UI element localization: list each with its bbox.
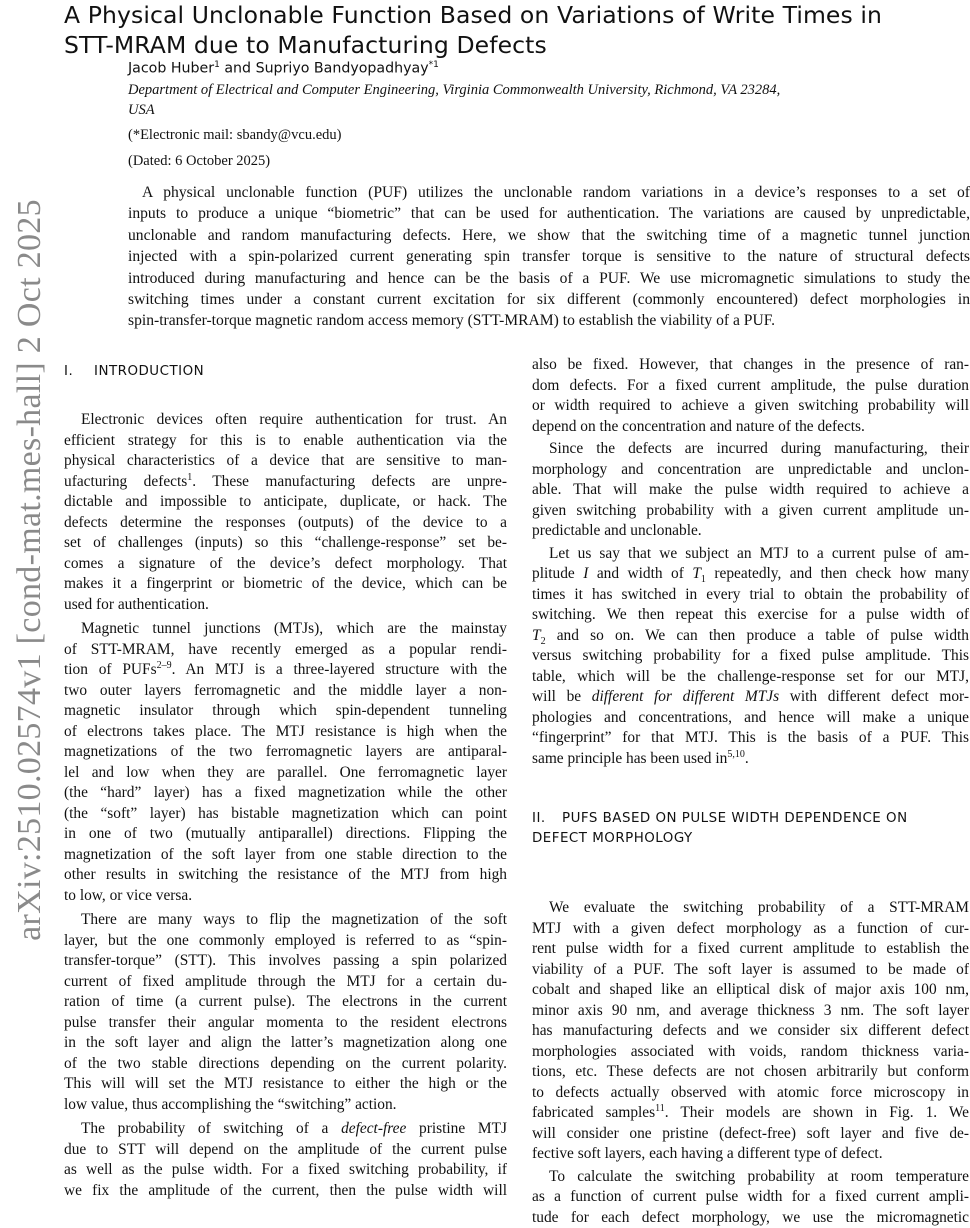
- text-line: we fix the amplitude of the current, then the pulse width will: [64, 1181, 507, 1202]
- text-line: has manufacturing defects and we consider six different defect: [532, 1021, 969, 1042]
- right-column: [532, 355, 969, 1228]
- text-line: Since the defects are incurred during manufacturing, their: [532, 439, 969, 460]
- text-line: We evaluate the switching probability of a STT-MRAM: [532, 898, 969, 919]
- abstract-line: switching times under a constant current excitation for six different (commonly encountered) defect morphologies in: [128, 289, 970, 310]
- text-line: as well as the pulse width. For a fixed switching probability, if: [64, 1160, 507, 1181]
- text-line: given switching probability with a given current amplitude un-: [532, 501, 969, 522]
- abstract-line: spin-transfer-torque magnetic random access memory (STT-MRAM) to establish the viability of a PUF.: [128, 310, 970, 331]
- text-line: tude for each defect morphology, we use the micromagnetic: [532, 1208, 969, 1228]
- text-line: of the two stable directions depending on the current polarity.: [64, 1054, 507, 1075]
- text-line: predictable and unclonable.: [532, 521, 969, 542]
- text-line: MTJ with a given defect morphology as a function of cur-: [532, 919, 969, 940]
- text-fragment: . These manufacturing defects are unpre-: [192, 473, 507, 490]
- text-line: dictable and impossible to anticipate, duplicate, or hack. The: [64, 492, 507, 513]
- text-line: as a function of current pulse width for a fixed current ampli-: [532, 1187, 969, 1208]
- text-line: Electronic devices often require authentication for trust. An: [64, 410, 507, 431]
- section-number: II.: [532, 809, 562, 829]
- text-line: versus switching probability for a fixed pulse amplitude. This: [532, 646, 969, 667]
- text-line: ration of time (a current pulse). The electrons in the current: [64, 992, 507, 1013]
- text-line: [532, 1103, 969, 1124]
- text-line: other results in switching the resistance of the MTJ from high: [64, 865, 507, 886]
- paragraph-intro-3: [64, 910, 507, 1115]
- abstract-line: inputs to produce a unique “biometric” that can be used for authentication. The variations are caused by unpredictable,: [128, 203, 970, 224]
- arxiv-identifier-stamp: [6, 220, 54, 920]
- abstract-line: A physical unclonable function (PUF) utilizes the unclonable random variations in a device’s responses to a set of: [128, 182, 970, 203]
- abstract-line: injected with a spin-polarized current generating spin transfer torque is sensitive to the nature of structural defects: [128, 246, 970, 267]
- text-line: low value, thus accomplishing the “switching” action.: [64, 1095, 507, 1116]
- text-line: [532, 564, 969, 585]
- text-fragment: ufacturing defects: [64, 473, 187, 490]
- text-line: two outer layers ferromagnetic and the middle layer a non-: [64, 681, 507, 702]
- text-fragment: fabricated samples: [532, 1104, 655, 1121]
- text-line: of electrons takes place. The MTJ resistance is high when the: [64, 722, 507, 743]
- text-line: magnetic insulator through which spin-dependent tunneling: [64, 701, 507, 722]
- abstract-line: unclonable and random manufacturing defects. Here, we show that the switching time of a magnetic tunnel junction: [128, 225, 970, 246]
- section-title: PUFS BASED ON PULSE WIDTH DEPENDENCE ON: [562, 811, 908, 826]
- paragraph-puf-1: [532, 898, 969, 1165]
- author-name: Jacob Huber: [128, 61, 214, 77]
- text-line: [64, 1119, 507, 1140]
- text-fragment: plitude: [532, 565, 583, 582]
- text-line: comes a signature of the device’s defect morphology. That: [64, 554, 507, 575]
- text-line: layer, but the one commonly employed is referred to as “spin-: [64, 931, 507, 952]
- text-line: rent pulse width for a fixed current amplitude to establish the: [532, 939, 969, 960]
- math-subscript: 1: [701, 574, 706, 585]
- text-fragment: pristine MTJ: [406, 1120, 507, 1137]
- text-line: morphologies associated with voids, random thickness varia-: [532, 1042, 969, 1063]
- text-line: pulse transfer their angular momenta to the resident electrons: [64, 1013, 507, 1034]
- affiliation-marker: *1: [429, 60, 439, 70]
- text-line: defects determine the responses (outputs) of the device to a: [64, 513, 507, 534]
- text-line: to low, or vice versa.: [64, 886, 507, 907]
- text-line: This will will set the MTJ resistance to either the high or the: [64, 1074, 507, 1095]
- text-line: physical characteristics of a device that are sensitive to man-: [64, 451, 507, 472]
- paragraph-intro-5: [532, 439, 969, 542]
- text-line: “fingerprint” for that MTJ. This is the basis of a PUF. This: [532, 728, 969, 749]
- text-line: Magnetic tunnel junctions (MTJs), which are the mainstay: [64, 619, 507, 640]
- math-subscript: 2: [541, 636, 546, 647]
- text-line: makes it a fingerprint or biometric of the device, which can be: [64, 574, 507, 595]
- text-line: [532, 749, 969, 770]
- text-line: efficient strategy for this is to enable authentication via the: [64, 431, 507, 452]
- text-line: phologies and concentrations, and hence will make a unique: [532, 708, 969, 729]
- text-line: depend on the concentration and nature of the defects.: [532, 417, 969, 438]
- section-title: INTRODUCTION: [94, 364, 204, 379]
- citation-ref[interactable]: 11: [655, 1103, 665, 1114]
- author-list: [128, 60, 439, 77]
- text-line: due to STT will depend on the amplitude of the current pulse: [64, 1140, 507, 1161]
- paragraph-intro-4-continued: [532, 355, 969, 437]
- text-line: [532, 626, 969, 647]
- text-fragment: . An MTJ is a three-layered structure with the: [172, 661, 507, 678]
- math-symbol: T: [532, 627, 541, 644]
- text-line: [64, 472, 507, 493]
- text-line: or width required to achieve a given switching probability will: [532, 396, 969, 417]
- text-fragment: with different defect mor-: [779, 688, 969, 705]
- text-line: also be fixed. However, that changes in the presence of ran-: [532, 355, 969, 376]
- author-name: Supriyo Bandyopadhyay: [256, 61, 429, 77]
- text-line: (the “hard” layer) has a fixed magnetization while the other: [64, 783, 507, 804]
- math-symbol: I: [583, 565, 588, 582]
- text-line: transfer-torque” (STT). This involves passing a spin polarized: [64, 951, 507, 972]
- title-line: A Physical Unclonable Function Based on Variations of Write Times in: [64, 0, 954, 30]
- text-line: Let us say that we subject an MTJ to a current pulse of am-: [532, 544, 969, 565]
- text-line: fective soft layers, each having a different type of defect.: [532, 1144, 969, 1165]
- text-line: lel and low when they are parallel. One ferromagnetic layer: [64, 763, 507, 784]
- heading-line: DEFECT MORPHOLOGY: [532, 829, 962, 849]
- text-line: [532, 687, 969, 708]
- text-line: in one of two (mutually antiparallel) directions. Flipping the: [64, 824, 507, 845]
- text-line: To calculate the switching probability at room temperature: [532, 1167, 969, 1188]
- text-line: table, which will be the challenge-response set for our MTJ,: [532, 667, 969, 688]
- text-line: viability of a PUF. The soft layer is assumed to be made of: [532, 960, 969, 981]
- text-line: magnetization of the soft layer from one stable direction to the: [64, 845, 507, 866]
- paragraph-intro-2: [64, 619, 507, 906]
- section-heading-introduction: [64, 362, 204, 382]
- paragraph-intro-4: [64, 1119, 507, 1201]
- text-line: current of fixed amplitude through the MTJ for a certain du-: [64, 972, 507, 993]
- arxiv-identifier-text: arXiv:2510.02574v1 [cond-mat.mes-hall] 2 Oct 2025: [11, 199, 49, 941]
- text-line: morphology and concentration are unpredictable and unclon-: [532, 460, 969, 481]
- text-line: tions, etc. These defects are not chosen arbitrarily but conform: [532, 1062, 969, 1083]
- text-line: There are many ways to flip the magnetization of the soft: [64, 910, 507, 931]
- heading-line: [532, 809, 962, 829]
- date-line: (Dated: 6 October 2025): [128, 153, 270, 170]
- text-fragment: will be: [532, 688, 592, 705]
- abstract-line: introduced during manufacturing and hence can be the basis of a PUF. We use micromagnetic simulations to study the: [128, 268, 970, 289]
- text-fragment: . Their models are shown in Fig. 1. We: [665, 1104, 969, 1121]
- affiliation-line: USA: [128, 100, 888, 120]
- text-line: in the soft layer and align the latter’s magnetization along one: [64, 1033, 507, 1054]
- text-line: set of challenges (inputs) so this “challenge-response” set be-: [64, 533, 507, 554]
- section-number: I.: [64, 362, 94, 382]
- text-line: of STT-MRAM, have recently emerged as a popular rendi-: [64, 640, 507, 661]
- abstract: [128, 182, 970, 332]
- corresponding-email: (*Electronic mail: sbandy@vcu.edu): [128, 127, 341, 144]
- text-line: used for authentication.: [64, 595, 507, 616]
- emphasis-text: different for different MTJs: [592, 688, 779, 705]
- title-line: STT-MRAM due to Manufacturing Defects: [64, 30, 954, 60]
- citation-ref[interactable]: 2–9: [157, 660, 172, 671]
- paragraph-intro-6: [532, 544, 969, 770]
- text-line: to defects actually observed with atomic force microscopy in: [532, 1083, 969, 1104]
- text-line: [64, 660, 507, 681]
- text-line: magnetizations of the two ferromagnetic layers are antiparal-: [64, 742, 507, 763]
- left-column: [64, 410, 507, 1201]
- text-line: will consider one pristine (defect-free) soft layer and five de-: [532, 1124, 969, 1145]
- affiliation-line: Department of Electrical and Computer Engineering, Virginia Commonwealth University, Richmond, VA 23284,: [128, 80, 888, 100]
- citation-ref[interactable]: 1: [187, 471, 192, 482]
- paragraph-intro-1: [64, 410, 507, 615]
- text-line: minor axis 90 nm, and average thickness 3 nm. The soft layer: [532, 1001, 969, 1022]
- text-fragment: The probability of switching of a: [81, 1120, 341, 1137]
- text-fragment: same principle has been used in: [532, 750, 727, 767]
- paper-title: [64, 0, 954, 60]
- paragraph-puf-2: [532, 1167, 969, 1228]
- text-fragment: tion of PUFs: [64, 661, 157, 678]
- author-joiner: and: [220, 61, 256, 77]
- citation-ref[interactable]: 5,10: [727, 748, 745, 759]
- math-symbol: T: [692, 565, 701, 582]
- text-fragment: and so on. We can then produce a table of pulse width: [546, 627, 969, 644]
- text-line: able. That will make the pulse width required to achieve a: [532, 480, 969, 501]
- text-line: dom defects. For a fixed current amplitude, the pulse duration: [532, 376, 969, 397]
- text-line: cobalt and shaped like an elliptical disk of major axis 100 nm,: [532, 980, 969, 1001]
- text-line: switching. We then repeat this exercise for a pulse width of: [532, 605, 969, 626]
- text-fragment: and width of: [588, 565, 692, 582]
- affiliation: [128, 80, 888, 120]
- section-heading-puf: [532, 809, 962, 849]
- text-fragment: repeatedly, and then check how many: [706, 565, 969, 582]
- text-line: times it has switched in every trial to obtain the probability of: [532, 585, 969, 606]
- affiliation-marker: 1: [214, 60, 220, 70]
- text-line: (the “soft” layer) has bistable magnetization which can point: [64, 804, 507, 825]
- text-fragment: .: [745, 750, 749, 767]
- emphasis-text: defect-free: [341, 1120, 406, 1137]
